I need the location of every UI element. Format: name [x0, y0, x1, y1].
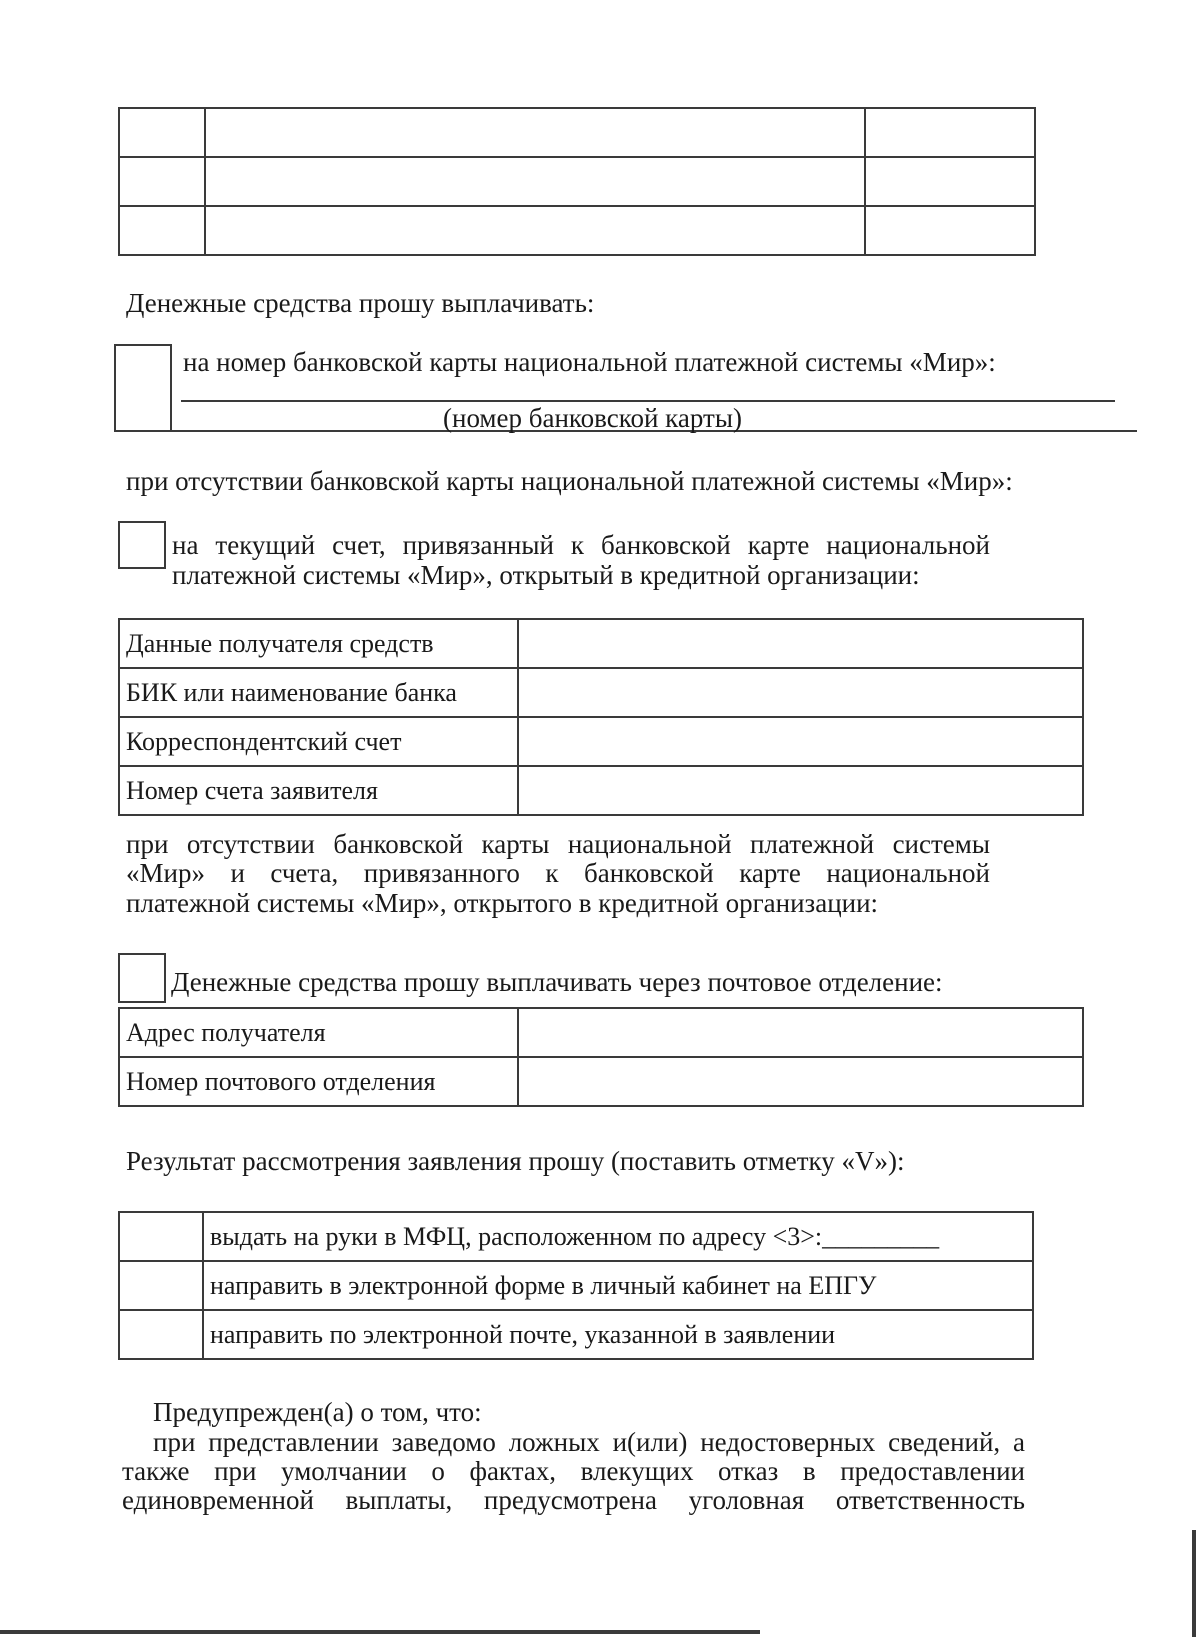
card-number-line[interactable]: [181, 400, 1115, 402]
top-table-cell[interactable]: [205, 157, 865, 206]
result-option-checkbox[interactable]: [119, 1261, 203, 1310]
top-table-cell[interactable]: [119, 206, 205, 255]
post-table-label: Номер почтового отделения: [119, 1057, 518, 1106]
card-option-label: на номер банковской карты национальной платежной системы «Мир»:: [183, 347, 996, 377]
top-table-cell[interactable]: [119, 157, 205, 206]
post-details-table: [118, 1007, 1084, 1107]
bank-table-value[interactable]: [518, 619, 1083, 668]
post-option-checkbox[interactable]: [118, 953, 166, 1003]
top-table-cell[interactable]: [119, 108, 205, 157]
top-table-cell[interactable]: [205, 108, 865, 157]
post-table-value[interactable]: [518, 1057, 1083, 1106]
no-account-line2: «Мир» и счета, привязанного к банковской карте национальной: [126, 858, 990, 888]
result-option-label: направить в электронной форме в личный кабинет на ЕПГУ: [203, 1261, 1033, 1310]
account-option-checkbox[interactable]: [118, 521, 166, 569]
bank-table-value[interactable]: [518, 717, 1083, 766]
result-option-checkbox[interactable]: [119, 1212, 203, 1261]
no-card-heading: при отсутствии банковской карты национальной платежной системы «Мир»:: [126, 466, 1013, 496]
result-option-checkbox[interactable]: [119, 1310, 203, 1359]
top-table-cell[interactable]: [205, 206, 865, 255]
card-option-checkbox[interactable]: [114, 344, 172, 432]
warning-line3: единовременной выплаты, предусмотрена уголовная ответственность: [122, 1485, 1025, 1515]
no-account-line1: при отсутствии банковской карты национальной платежной системы: [126, 829, 990, 859]
post-option-label: Денежные средства прошу выплачивать через почтовое отделение:: [171, 967, 943, 997]
bank-table-value[interactable]: [518, 766, 1083, 815]
top-table-cell[interactable]: [865, 108, 1035, 157]
warning-line1: при представлении заведомо ложных и(или) недостоверных сведений, а: [153, 1427, 1025, 1457]
top-table-cell[interactable]: [865, 157, 1035, 206]
payout-heading: Денежные средства прошу выплачивать:: [126, 288, 595, 318]
post-table-label: Адрес получателя: [119, 1008, 518, 1057]
top-table: [118, 107, 1036, 256]
no-account-line3: платежной системы «Мир», открытого в кредитной организации:: [126, 888, 879, 918]
bank-table-label: Номер счета заявителя: [119, 766, 518, 815]
bank-table-label: Корреспондентский счет: [119, 717, 518, 766]
warning-title: Предупрежден(а) о том, что:: [153, 1397, 482, 1427]
account-option-line1: на текущий счет, привязанный к банковской карте национальной: [172, 530, 990, 560]
warning-line2: также при умолчании о фактах, влекущих отказ в предоставлении: [122, 1456, 1025, 1486]
bank-table-label: БИК или наименование банка: [119, 668, 518, 717]
result-options-table: [118, 1211, 1034, 1360]
account-option-line2: платежной системы «Мир», открытый в кредитной организации:: [172, 560, 920, 590]
bank-table-label: Данные получателя средств: [119, 619, 518, 668]
card-number-caption: (номер банковской карты): [443, 403, 742, 433]
result-option-label: направить по электронной почте, указанной в заявлении: [203, 1310, 1033, 1359]
bank-table-value[interactable]: [518, 668, 1083, 717]
result-heading: Результат рассмотрения заявления прошу (поставить отметку «V»):: [126, 1146, 905, 1176]
top-table-cell[interactable]: [865, 206, 1035, 255]
result-option-label: выдать на руки в МФЦ, расположенном по адресу <3>:_________: [203, 1212, 1033, 1261]
post-table-value[interactable]: [518, 1008, 1083, 1057]
scan-edge-bottom: [0, 1630, 760, 1634]
bank-details-table: [118, 618, 1084, 816]
scan-edge-right: [1192, 1530, 1196, 1637]
